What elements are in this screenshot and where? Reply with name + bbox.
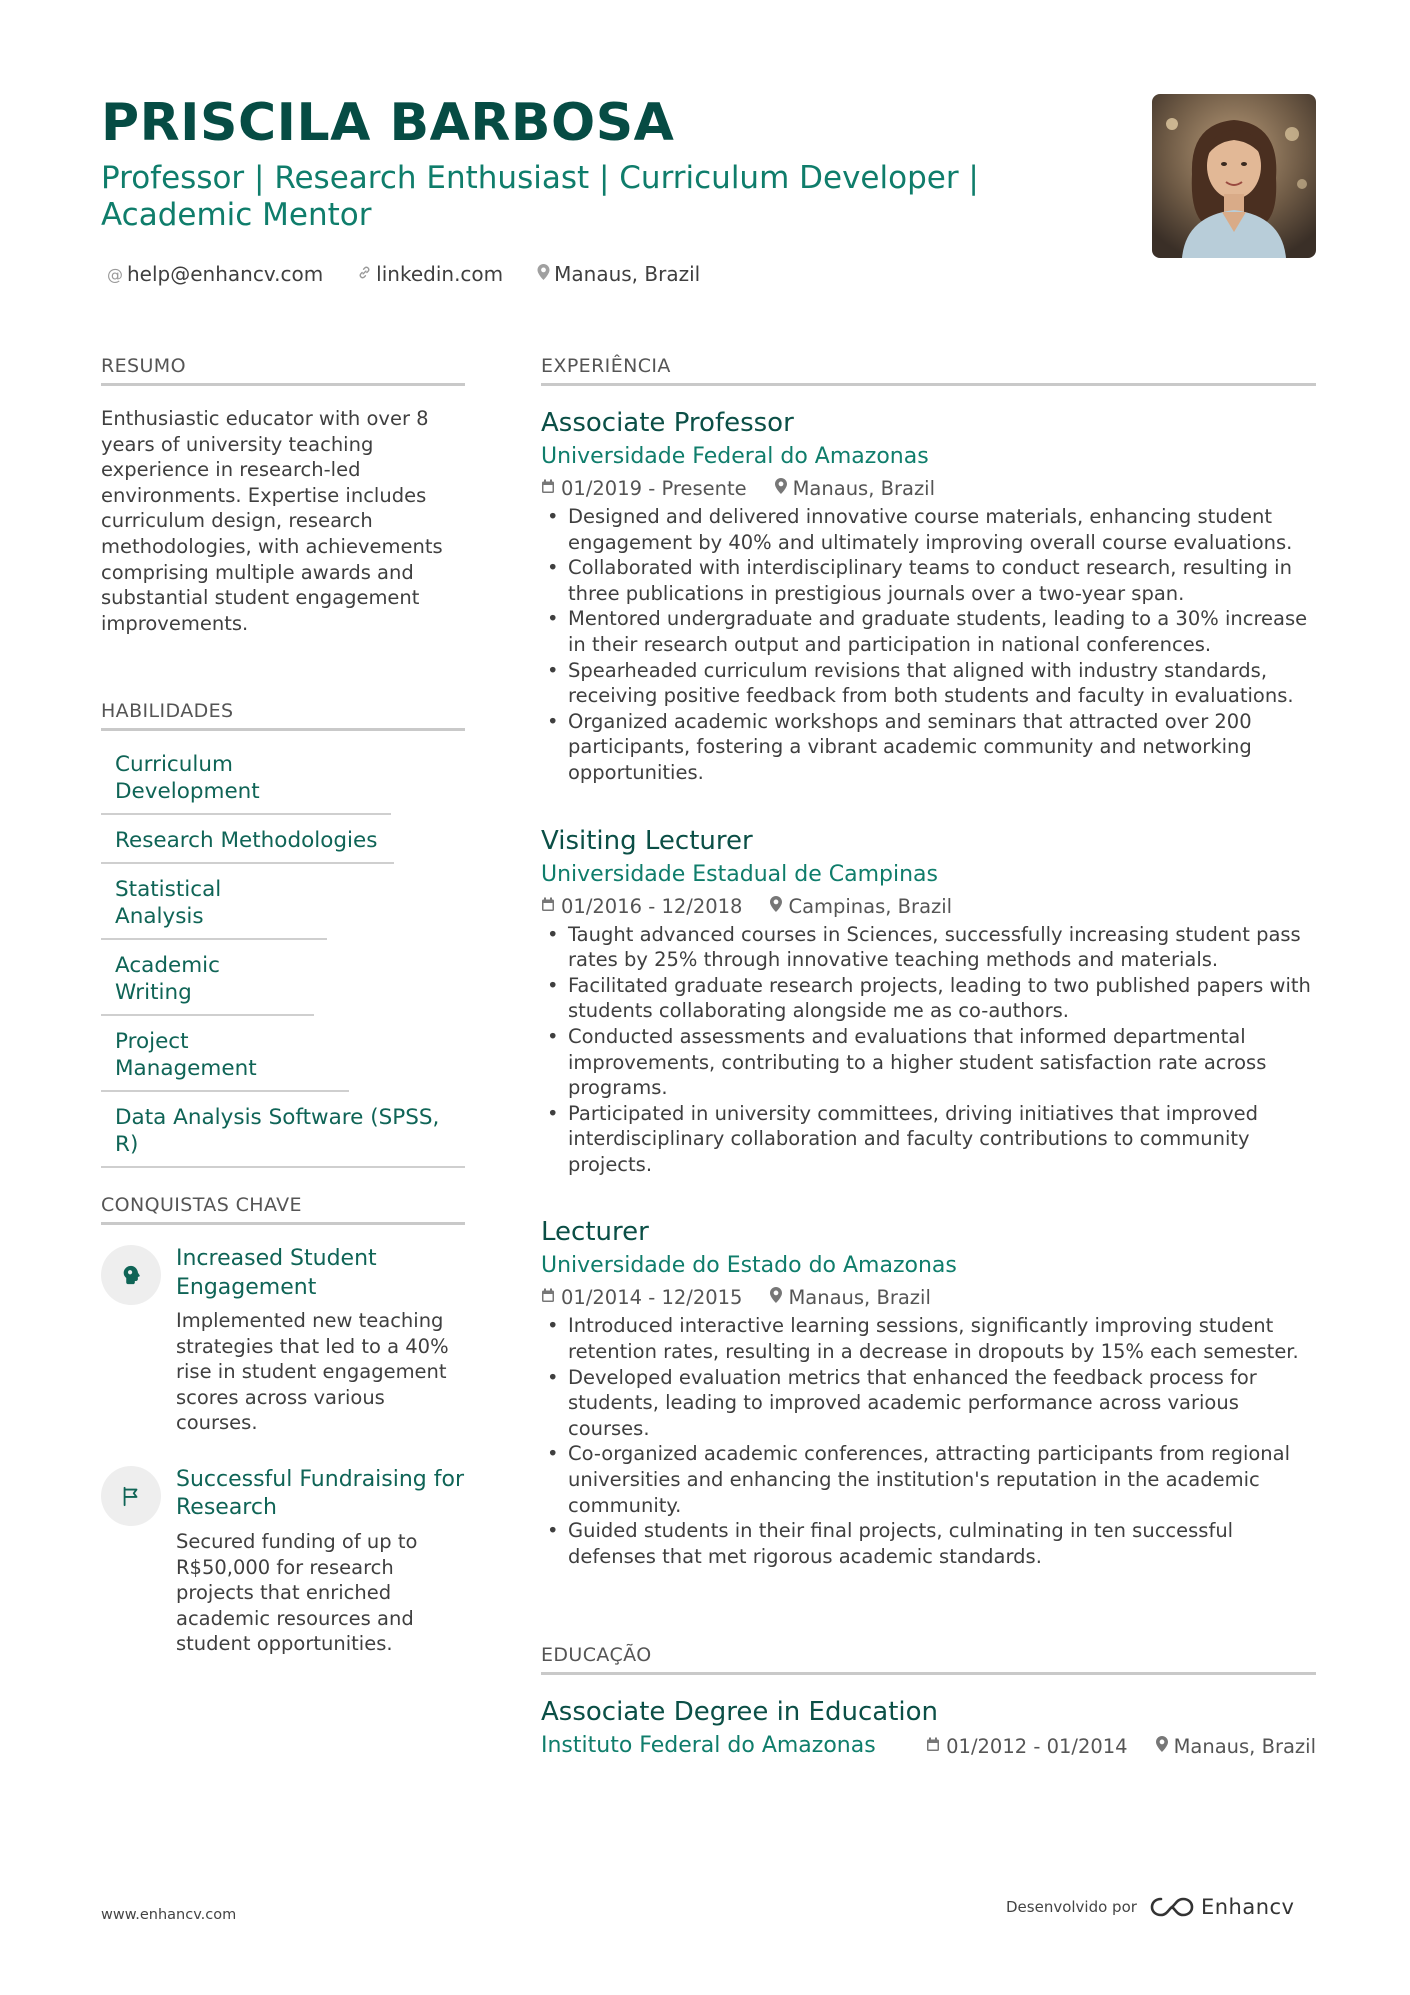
contact-linkedin[interactable] bbox=[351, 262, 503, 286]
flag-icon bbox=[101, 1466, 161, 1526]
map-pin-icon bbox=[770, 1285, 782, 1311]
header bbox=[101, 92, 1101, 286]
bullet: • Designed and delivered innovative course materials, enhancing student engagement by 40% and ultimately improving overall course evaluations. bbox=[541, 504, 1316, 555]
job-meta bbox=[541, 476, 1316, 502]
contact-row bbox=[101, 262, 1101, 286]
achievement-item bbox=[101, 1466, 465, 1657]
calendar-icon bbox=[926, 1737, 940, 1756]
profile-photo bbox=[1152, 94, 1316, 258]
job-title: Visiting Lecturer bbox=[541, 825, 753, 856]
skill-tag: Academic Writing bbox=[101, 940, 314, 1016]
calendar-icon bbox=[541, 476, 555, 502]
experience-section bbox=[541, 355, 1316, 1569]
bullet: • Organized academic workshops and seminars that attracted over 200 participants, fostering a vibrant academic community and networking opportunities. bbox=[541, 709, 1316, 786]
experience-heading: EXPERIÊNCIA bbox=[541, 355, 1316, 386]
job-entry bbox=[541, 824, 1316, 1178]
education-location: Manaus, Brazil bbox=[1173, 1734, 1316, 1758]
job-title: Lecturer bbox=[541, 1217, 649, 1248]
job-company: Universidade Estadual de Campinas bbox=[541, 861, 938, 887]
bullet: • Participated in university committees, driving initiatives that improved interdisciplinary collaboration and faculty contributions to community projects. bbox=[541, 1101, 1316, 1178]
job-title: Associate Professor bbox=[541, 408, 794, 438]
bullet: • Spearheaded curriculum revisions that aligned with industry standards, receiving positive feedback from both students and faculty in evaluations. bbox=[541, 658, 1316, 709]
achievement-title: Increased Student Engagement bbox=[176, 1246, 377, 1300]
skill-tag: Data Analysis Software (SPSS, R) bbox=[101, 1092, 465, 1168]
bullet: • Conducted assessments and evaluations that informed departmental improvements, contributing to a higher student satisfaction rate across programs. bbox=[541, 1024, 1316, 1101]
summary-text: Enthusiastic educator with over 8 years of university teaching experience in research-led environments. Expertise includes curriculum design, research methodologies, with achievements comprising multiple awards and substantial student engagement improvements. bbox=[101, 407, 443, 635]
job-dates: 01/2016 - 12/2018 bbox=[561, 894, 743, 918]
brand-name: Enhancv bbox=[1200, 1895, 1295, 1919]
job-dates: 01/2019 - Presente bbox=[561, 477, 747, 500]
education-section bbox=[541, 1644, 1316, 1761]
job-location: Manaus, Brazil bbox=[792, 477, 936, 500]
brain-icon bbox=[101, 1245, 161, 1305]
skill-tag: Research Methodologies bbox=[101, 815, 394, 864]
achievement-desc: Implemented new teaching strategies that led to a 40% rise in student engagement scores across various courses. bbox=[176, 1309, 449, 1435]
map-pin-icon bbox=[1156, 1736, 1168, 1756]
skill-tag: Statistical Analysis bbox=[101, 864, 327, 940]
email-text: help@enhancv.com bbox=[127, 262, 324, 286]
summary-heading: RESUMO bbox=[101, 355, 465, 386]
candidate-name: PRISCILA BARBOSA bbox=[101, 93, 675, 153]
location-text: Manaus, Brazil bbox=[554, 262, 701, 286]
bullet: • Co-organized academic conferences, attracting participants from regional universities and enhancing the institution's reputation in the academic community. bbox=[541, 1441, 1316, 1518]
contact-location bbox=[531, 262, 700, 286]
job-location: Manaus, Brazil bbox=[788, 1286, 931, 1310]
contact-email[interactable] bbox=[101, 262, 323, 286]
job-meta bbox=[541, 1285, 1316, 1311]
job-bullets bbox=[541, 504, 1316, 786]
bullet: • Taught advanced courses in Sciences, successfully increasing student pass rates by 25% through innovative teaching methods and materials. bbox=[541, 922, 1316, 973]
bullet: • Guided students in their final projects, culminating in ten successful defenses that met rigorous academic standards. bbox=[541, 1518, 1316, 1569]
calendar-icon bbox=[541, 1285, 555, 1311]
footer-branding bbox=[1006, 1895, 1294, 1919]
job-entry bbox=[541, 406, 1316, 786]
footer-website[interactable]: www.enhancv.com bbox=[101, 1907, 237, 1923]
bullet: • Introduced interactive learning sessions, significantly improving student retention rates, resulting in a decrease in dropouts by 15% each semester. bbox=[541, 1313, 1316, 1364]
at-icon: @ bbox=[107, 264, 123, 284]
job-company: Universidade Federal do Amazonas bbox=[541, 444, 929, 469]
powered-by-text: Desenvolvido por bbox=[1006, 1898, 1137, 1916]
job-location: Campinas, Brazil bbox=[788, 894, 953, 918]
school-name: Instituto Federal do Amazonas bbox=[541, 1733, 876, 1758]
skills-list bbox=[101, 739, 465, 1168]
summary-section bbox=[101, 355, 465, 636]
map-pin-icon bbox=[537, 264, 550, 284]
job-meta bbox=[541, 894, 1316, 920]
candidate-title: Professor | Research Enthusiast | Curriculum Developer | Academic Mentor bbox=[101, 160, 979, 233]
education-dates: 01/2012 - 01/2014 bbox=[946, 1734, 1128, 1758]
achievement-title: Successful Fundraising for Research bbox=[176, 1466, 465, 1521]
calendar-icon bbox=[541, 894, 555, 920]
skill-tag: Curriculum Development bbox=[101, 739, 391, 815]
skill-tag: Project Management bbox=[101, 1016, 349, 1092]
map-pin-icon bbox=[775, 476, 787, 502]
job-bullets bbox=[541, 1313, 1316, 1569]
bullet: • Mentored undergraduate and graduate students, leading to a 30% increase in their research output and participation in national conferences. bbox=[541, 606, 1316, 657]
skills-heading: HABILIDADES bbox=[101, 700, 465, 731]
education-row bbox=[541, 1731, 1316, 1761]
bullet: • Developed evaluation metrics that enhanced the feedback process for students, leading to improved academic performance across various courses. bbox=[541, 1365, 1316, 1442]
achievements-heading: CONQUISTAS CHAVE bbox=[101, 1194, 465, 1225]
job-entry bbox=[541, 1215, 1316, 1569]
bullet: • Facilitated graduate research projects, leading to two published papers with students collaborating alongside me as co-authors. bbox=[541, 973, 1316, 1024]
map-pin-icon bbox=[770, 894, 782, 920]
link-icon bbox=[357, 265, 372, 284]
linkedin-text: linkedin.com bbox=[376, 262, 504, 286]
education-meta bbox=[926, 1735, 1316, 1758]
education-heading: EDUCAÇÃO bbox=[541, 1644, 1316, 1675]
job-company: Universidade do Estado do Amazonas bbox=[541, 1253, 957, 1279]
job-bullets bbox=[541, 922, 1316, 1178]
skills-section bbox=[101, 700, 465, 1168]
degree-title: Associate Degree in Education bbox=[541, 1697, 938, 1727]
job-dates: 01/2014 - 12/2015 bbox=[561, 1286, 743, 1310]
achievements-section bbox=[101, 1194, 465, 1657]
achievement-item bbox=[101, 1245, 465, 1436]
enhancv-logo-icon bbox=[1149, 1895, 1195, 1919]
bullet: • Collaborated with interdisciplinary teams to conduct research, resulting in three publications in prestigious journals over a two-year span. bbox=[541, 555, 1316, 606]
achievement-desc: Secured funding of up to R$50,000 for research projects that enriched academic resources and student opportunities. bbox=[176, 1529, 418, 1656]
